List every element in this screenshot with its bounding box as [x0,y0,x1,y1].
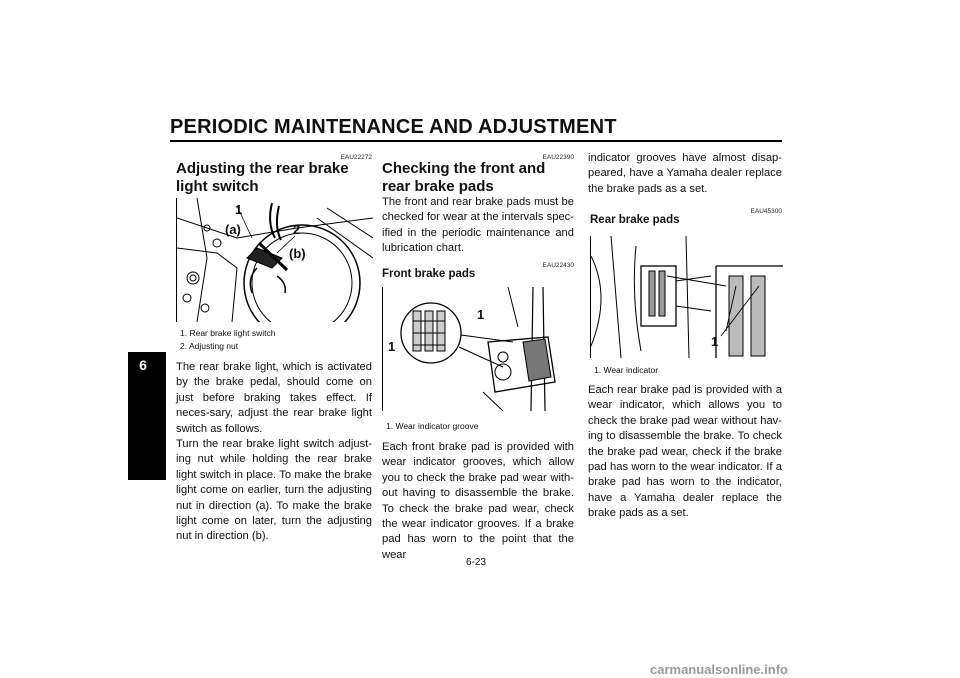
header-rule [170,140,782,142]
page-header-title: PERIODIC MAINTENANCE AND ADJUSTMENT [170,116,617,138]
figure-caption: 1. Wear indicator groove [386,421,479,431]
figure-label-1a: 1 [477,307,485,322]
rear-brake-pad-illustration [591,236,783,358]
front-brake-pad-figure [382,287,575,411]
chapter-tab-number: 6 [139,357,147,373]
figure-label-1: 1 [711,334,719,349]
figure-caption-2: 2. Adjusting nut [180,341,239,351]
figure-label-a: (a) [225,222,241,237]
page-number: 6-23 [466,557,487,568]
paragraph: The rear brake light, which is activated by the brake pedal, should come on just before braking takes effect. If neces-sary, adjust the rear brake light switch as follows. [176,361,372,435]
subsection-heading: Rear brake pads [590,214,680,226]
paragraph: The front and rear brake pads must be checked for wear at the intervals spec-ified in the periodic maintenance and lubrication chart. [382,196,574,255]
subsection-heading: Front brake pads [382,268,476,280]
section-code: EAU22430 [542,262,574,269]
rear-brake-pad-figure [590,236,783,358]
section-heading: Adjusting the rear brake light switch [176,160,349,195]
figure-label-1: 1 [235,202,243,217]
section-code: EAU22390 [542,154,574,161]
figure-caption-1: 1. Rear brake light switch [180,328,276,338]
paragraph: Turn the rear brake light switch adjust-ing nut while holding the rear brake light switch in place. To make the brake light come on earlier, turn the adjusting nut in direction (a). To make the brake light come on later, turn the adjusting nut in direction (b). [176,438,372,543]
front-brake-pad-illustration [383,287,575,411]
paragraph: Each front brake pad is provided with wear indicator grooves, which allow you to check the brake pad wear with-out having to disassemble the brake. To check the brake pad wear, check the wear indicator grooves. If a brake pad has worn to the point that the wear [382,441,574,561]
section-code: EAU22272 [340,154,372,161]
rear-brake-switch-illustration [177,198,373,322]
footer-watermark: carmanualsonline.info [650,662,788,677]
figure-label-2: 2 [293,222,301,237]
section-code: EAU45300 [750,208,782,215]
figure-label-b: (b) [289,246,306,261]
rear-brake-switch-figure [176,198,373,322]
paragraph: Each rear brake pad is provided with a wear indicator, which allows you to check the brake pad wear without hav-ing to disassemble the brake. To check the brake pad wear, check if the brake pad has worn to the wear indicator. If a brake pad has worn to the indicator, have a Yamaha dealer replace the brake pads as a set. [588,384,782,520]
paragraph: indicator grooves have almost disap-peared, have a Yamaha dealer replace the brake pads as a set. [588,152,782,195]
figure-label-1b: 1 [388,339,396,354]
section-heading: Checking the front and rear brake pads [382,160,546,195]
figure-caption: 1. Wear indicator [594,365,659,375]
